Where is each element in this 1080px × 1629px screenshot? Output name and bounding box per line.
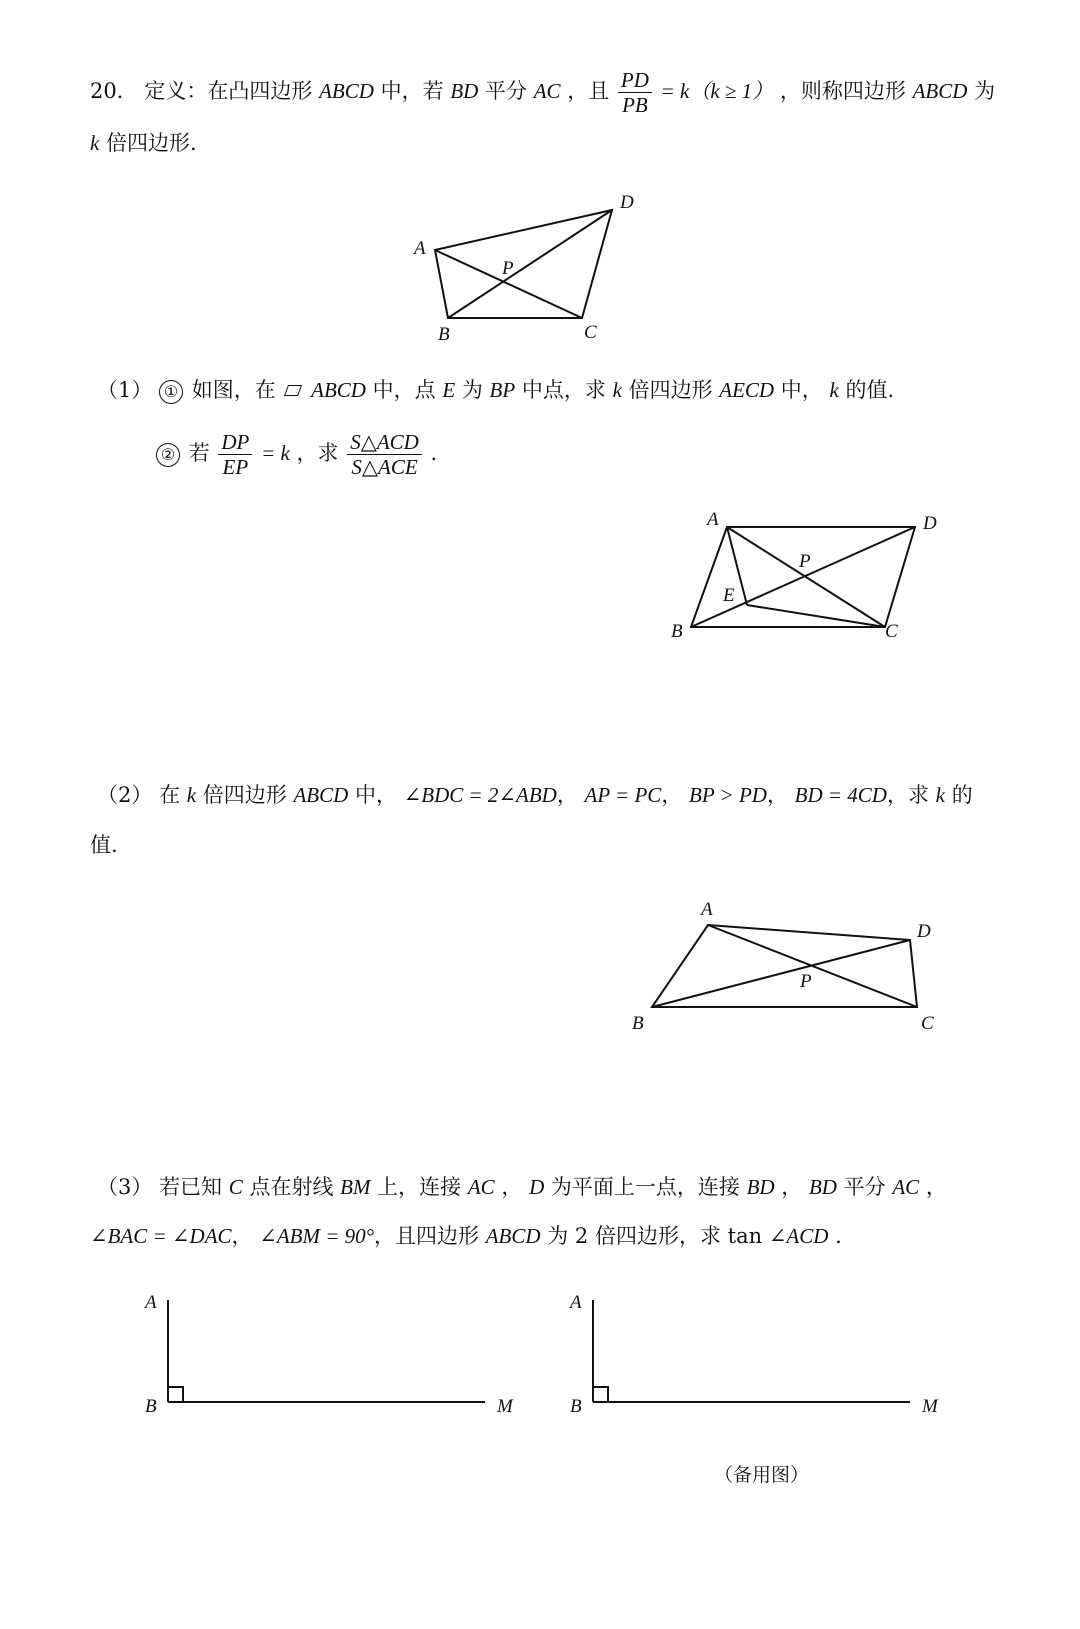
fig2-segment-ec [747, 605, 885, 627]
fraction-numerator: PD [618, 68, 652, 93]
part1-text-1: 如图，在 [191, 378, 276, 402]
part1-var-e: E [442, 378, 456, 402]
part2-var-k-2: k [935, 783, 945, 807]
intro-var-abcd-2: ABCD [912, 79, 968, 103]
part1-text-2: 中，点 [372, 378, 436, 402]
part1-text-9: ，求 [296, 441, 339, 465]
fig2-label-c: C [885, 621, 898, 642]
part1-text-8: 若 [188, 441, 210, 465]
part2-text-1: 在 [159, 783, 181, 807]
part1-var-abcd: ABCD [311, 378, 366, 402]
fig1-label-c: C [584, 322, 597, 343]
intro-text-3: 平分 [485, 79, 527, 103]
part3-var-ac: AC [467, 1175, 495, 1199]
part3-var-abcd: ABCD [485, 1224, 541, 1248]
part1-text-5: 倍四边形 [628, 378, 713, 402]
part2-text-2: 倍四边形 [202, 783, 287, 807]
part3-condition-right-angle: ∠ABM = 90° [259, 1224, 375, 1248]
intro-var-bd: BD [450, 79, 479, 103]
fig3-label-b: B [632, 1013, 644, 1034]
fig2-diagonal-bd [691, 527, 915, 627]
intro-var-k: k [90, 131, 100, 155]
part3-line-2: ∠BAC = ∠DAC， ∠ABM = 90°，且四边形 ABCD 为 2 倍四边形，求 tan ∠ACD . [90, 1224, 842, 1248]
fraction-pd-pb [618, 68, 652, 117]
fig1-label-a: A [414, 238, 426, 259]
backup-figure-caption: （备用图） [714, 1464, 810, 1486]
part1-circle-1: ① [159, 380, 183, 404]
part3-text-1: 若已知 [159, 1175, 223, 1199]
figure-4-right-angle [135, 1290, 535, 1430]
fig4-label-m: M [497, 1396, 513, 1417]
figure-3-quadrilateral [625, 895, 955, 1040]
part1-line-1 [97, 375, 894, 405]
part2-text-5: 的 [951, 783, 973, 807]
part2-line-2 [90, 830, 118, 860]
part3-text-6: ， [781, 1175, 803, 1199]
fig3-label-p: P [800, 971, 812, 992]
part1-var-k: k [612, 378, 622, 402]
part1-text-6: 中， [780, 378, 823, 402]
fraction-ep: EP [222, 455, 249, 479]
part1-label: （1） [97, 378, 153, 402]
figure-1-quadrilateral [400, 190, 660, 350]
intro-var-abcd: ABCD [319, 79, 374, 103]
part1-var-k-2: k [829, 378, 839, 402]
fig4-right-angle-mark [168, 1387, 183, 1402]
fig3-label-d: D [917, 921, 931, 942]
fig2-label-p: P [799, 551, 811, 572]
fraction-dp-ep [218, 430, 252, 479]
intro-text-1: 定义：在凸四边形 [144, 79, 313, 103]
part1-text-4: 中点，求 [521, 378, 606, 402]
figure-2-parallelogram [665, 505, 965, 655]
part1-eq-k: = k [261, 441, 290, 465]
part2-var-abcd: ABCD [293, 783, 349, 807]
part3-text-8: ， [925, 1175, 947, 1199]
part1-text-3: 为 [461, 378, 483, 402]
part3-var-bd: BD [746, 1175, 775, 1199]
intro-text-4: ，且 [567, 79, 610, 103]
part3-text-11: . [835, 1224, 842, 1248]
problem-number: 20． [90, 79, 138, 103]
part3-text-5: 为平面上一点，连接 [550, 1175, 740, 1199]
part2-text-6: 值. [90, 833, 118, 857]
problem-intro-line-2 [90, 128, 197, 158]
part3-line-1 [97, 1172, 947, 1202]
intro-text-2: 中，若 [380, 79, 444, 103]
part3-var-d: D [529, 1175, 545, 1199]
intro-var-ac: AC [533, 79, 561, 103]
fig1-label-d: D [620, 192, 634, 213]
part2-condition-angle: ∠BDC = 2∠ABD [403, 783, 557, 807]
part3-var-bd-2: BD [808, 1175, 837, 1199]
fig1-label-p: P [502, 258, 514, 279]
part3-var-bm: BM [340, 1175, 371, 1199]
part2-condition-ap-pc: AP = PC [584, 783, 662, 807]
part2-var-k: k [186, 783, 197, 807]
fig3-label-c: C [921, 1013, 934, 1034]
fig2-label-e: E [723, 585, 735, 606]
part3-label: （3） [97, 1175, 153, 1199]
fig5-right-angle-mark [593, 1387, 608, 1402]
part3-text-7: 平分 [843, 1175, 886, 1199]
part1-line-2 [156, 430, 437, 479]
part3-text-4: ， [501, 1175, 523, 1199]
part3-var-ac-2: AC [892, 1175, 920, 1199]
part3-condition-angles: ∠BAC = ∠DAC [90, 1224, 232, 1248]
problem-intro-line-1 [90, 68, 995, 117]
part2-line-1: （2） 在 k 倍四边形 ABCD 中， ∠BDC = 2∠ABD， AP = PC， BP > PD， BD = 4CD，求 k 的 [97, 783, 973, 807]
part3-text-10: 为 2 倍四边形，求 tan [547, 1224, 763, 1248]
fraction-dp: DP [218, 430, 252, 455]
fig4-label-a: A [145, 1292, 157, 1313]
part3-text-9: ，且四边形 [374, 1224, 480, 1248]
fraction-denominator: PB [622, 93, 648, 117]
fraction-s-acd: S△ACD [347, 430, 422, 455]
figure-5-right-angle-backup [560, 1290, 960, 1430]
fig5-label-m: M [922, 1396, 938, 1417]
part1-var-aecd: AECD [719, 378, 775, 402]
fig4-label-b: B [145, 1396, 157, 1417]
parallelogram-icon [284, 385, 302, 396]
part3-var-c: C [228, 1175, 243, 1199]
fig1-outline [435, 210, 612, 318]
part1-var-bp: BP [489, 378, 516, 402]
intro-eq-k: = k（k ≥ 1） [660, 79, 774, 103]
fig2-label-a: A [707, 509, 719, 530]
intro-text-5: ，则称四边形 [779, 79, 906, 103]
intro-text-6: 为 [974, 79, 996, 103]
fig3-outline [652, 925, 917, 1007]
part2-condition-bp-pd: BP > PD [689, 783, 767, 807]
part2-label: （2） [97, 783, 153, 807]
fig2-label-b: B [671, 621, 683, 642]
fig3-label-a: A [701, 899, 713, 920]
part1-text-10: . [430, 441, 438, 465]
part3-text-2: 点在射线 [249, 1175, 334, 1199]
part2-text-3: 中， [354, 783, 397, 807]
fig2-diagonal-ac [727, 527, 885, 627]
part1-circle-2: ② [156, 443, 180, 467]
fig2-label-d: D [923, 513, 937, 534]
fig1-label-b: B [438, 324, 450, 345]
fig5-label-a: A [570, 1292, 582, 1313]
part3-var-acd: ∠ACD [768, 1224, 829, 1248]
part2-text-4: ，求 [886, 783, 929, 807]
part3-text-3: 上，连接 [377, 1175, 462, 1199]
intro-text-7: 倍四边形. [106, 131, 197, 155]
part1-text-7: 的值. [845, 378, 895, 402]
fraction-area-ratio [347, 430, 422, 479]
fraction-s-ace: S△ACE [351, 455, 418, 479]
fig5-label-b: B [570, 1396, 582, 1417]
part2-condition-bd-cd: BD = 4CD [794, 783, 887, 807]
